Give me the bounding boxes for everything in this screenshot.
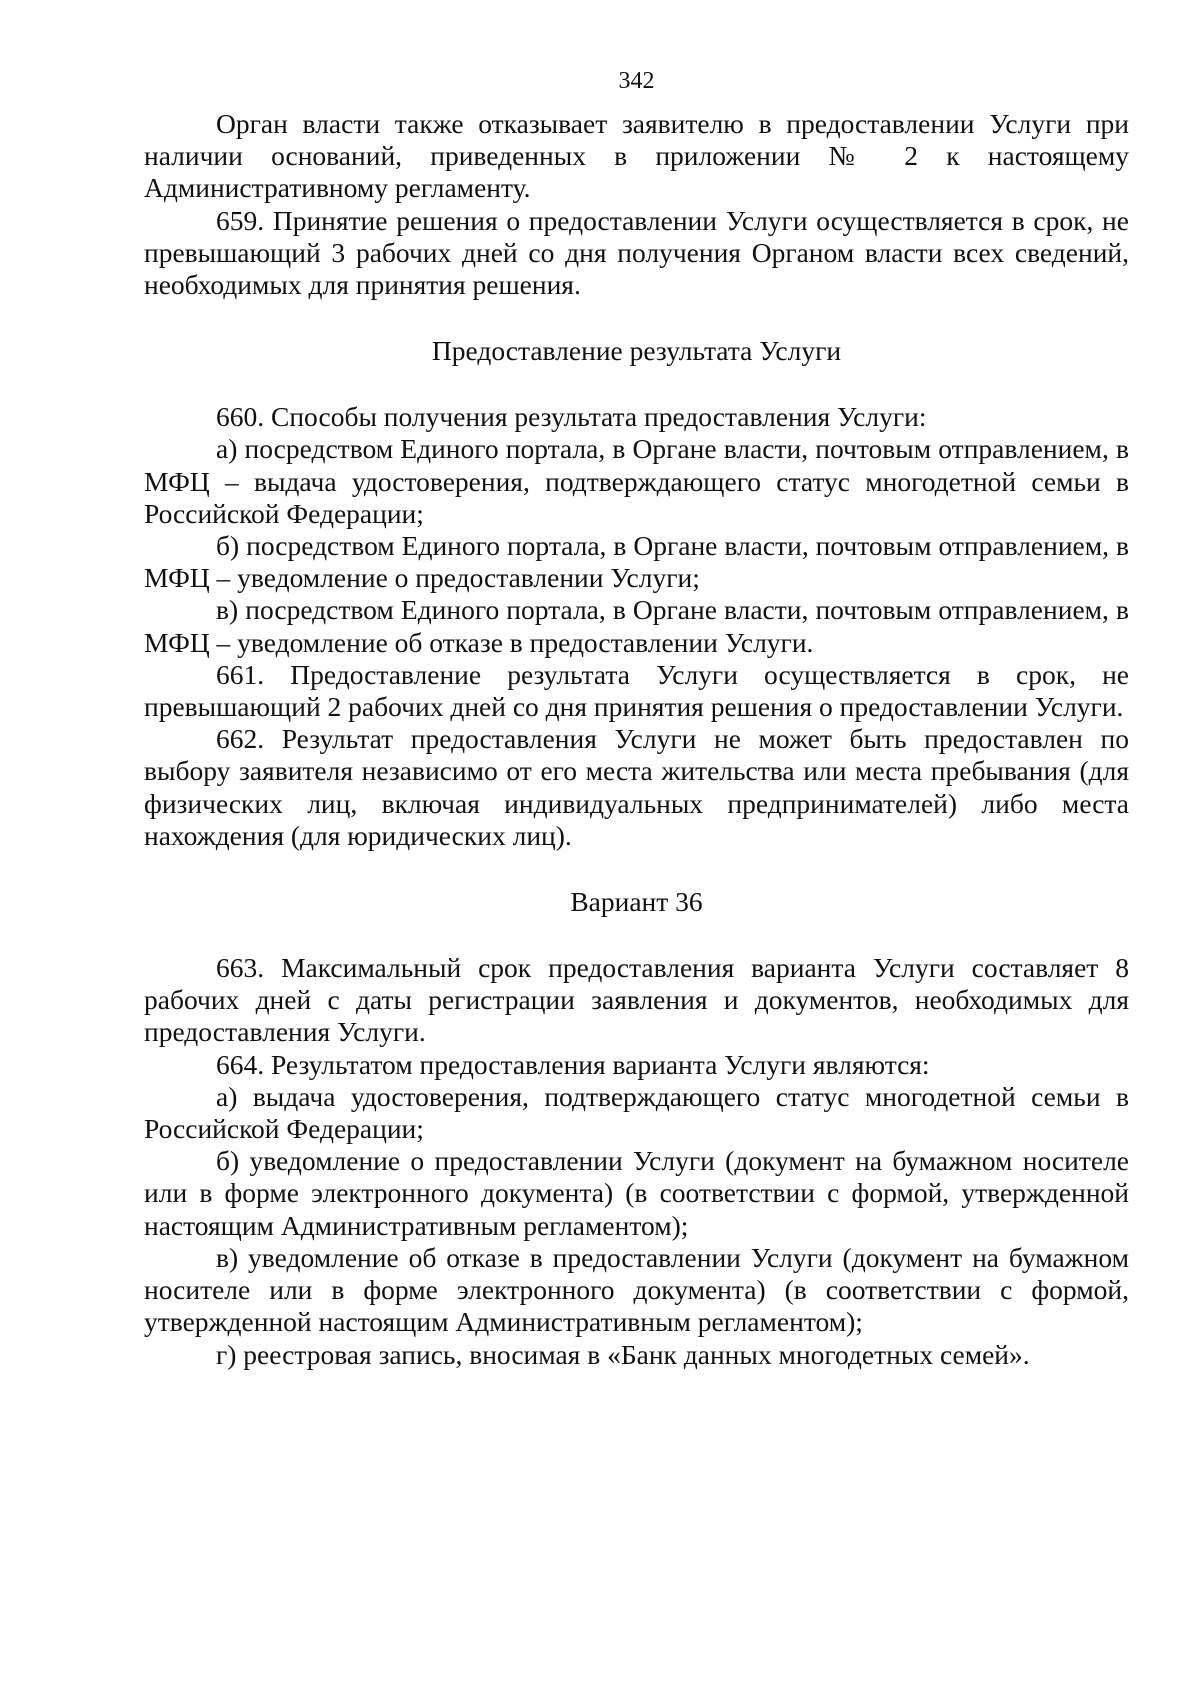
paragraph-664-a: а) выдача удостоверения, подтверждающего статус многодетной семьи в Российской Федерации;: [144, 1080, 1129, 1145]
paragraph-661: 661. Предоставление результата Услуги осуществляется в срок, не превышающий 2 рабочих дней со дня принятия решения о предоставлении Услуги.: [144, 658, 1129, 723]
paragraph-refusal-grounds: Орган власти также отказывает заявителю в предоставлении Услуги при наличии оснований, приведенных в приложении № 2 к настоящему Административному регламенту.: [144, 108, 1129, 204]
paragraph-664: 664. Результатом предоставления варианта Услуги являются:: [216, 1048, 930, 1080]
paragraph-664-g: г) реестровая запись, вносимая в «Банк данных многодетных семей».: [216, 1338, 1030, 1370]
paragraph-664-b: б) уведомление о предоставлении Услуги (документ на бумажном носителе или в форме электронного документа) (в соответствии с формой, утвержденной настоящим Административным регламентом);: [144, 1145, 1129, 1241]
section-result: [144, 401, 1129, 852]
section-variant: [144, 952, 1129, 1371]
section-heading-result: Предоставление результата Услуги: [431, 335, 842, 367]
section-refusal: [144, 108, 1129, 301]
paragraph-660-a: а) посредством Единого портала, в Органе власти, почтовым отправлением, в МФЦ – выдача удостоверения, подтверждающего статус многодетной семьи в Российской Федерации;: [144, 433, 1129, 529]
paragraph-660-b: б) посредством Единого портала, в Органе власти, почтовым отправлением, в МФЦ – уведомление о предоставлении Услуги;: [144, 530, 1129, 594]
paragraph-663: 663. Максимальный срок предоставления варианта Услуги составляет 8 рабочих дней с даты регистрации заявления и документов, необходимых для предоставления Услуги.: [144, 952, 1129, 1048]
paragraph-660: 660. Способы получения результата предоставления Услуги:: [216, 401, 927, 433]
page-number: 342: [618, 68, 655, 94]
paragraph-660-v: в) посредством Единого портала, в Органе власти, почтовым отправлением, в МФЦ – уведомление об отказе в предоставлении Услуги.: [144, 594, 1129, 658]
document-page: [144, 66, 1129, 1371]
paragraph-659: 659. Принятие решения о предоставлении Услуги осуществляется в срок, не превышающий 3 рабочих дней со дня получения Органом власти всех сведений, необходимых для принятия решения.: [144, 204, 1129, 301]
paragraph-662: 662. Результат предоставления Услуги не может быть предоставлен по выбору заявителя независимо от его места жительства или места пребывания (для физических лиц, включая индивидуальных предпринимателей) либо места нахождения (для юридических лиц).: [144, 723, 1129, 851]
section-heading-variant: Вариант 36: [570, 886, 703, 918]
paragraph-664-v: в) уведомление об отказе в предоставлении Услуги (документ на бумажном носителе или в форме электронного документа) (в соответствии с формой, утвержденной настоящим Административным регламентом);: [144, 1241, 1129, 1338]
